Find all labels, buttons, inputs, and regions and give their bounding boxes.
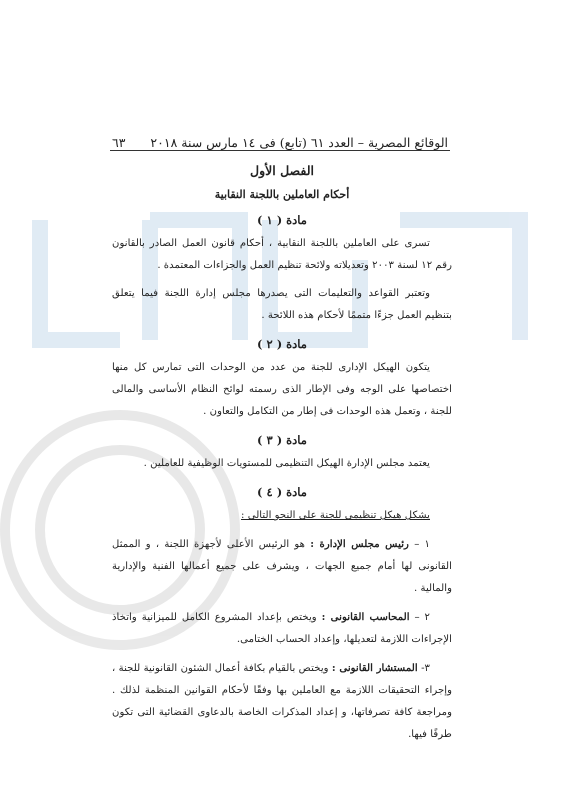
- header-divider: [110, 150, 450, 151]
- item-2-term: المحاسب القانونى :: [321, 611, 410, 623]
- article-4-intro: يشكل هيكل تنظيمى للجنة على النحو التالى :: [241, 510, 430, 521]
- header-title: الوقائع المصرية – العدد ٦١ (تابع) فى ١٤ مارس سنة ٢٠١٨: [150, 135, 448, 150]
- chapter-title: الفصل الأول: [250, 163, 314, 178]
- article-4-item-2: [112, 606, 452, 651]
- item-2-number: ٢ –: [409, 612, 431, 623]
- item-1-text: هو الرئيس الأعلى لأجهزة اللجنة ، و الممثل القانونى لها أمام جميع الجهات ، ويشرف على جميع أعمالها الفنية والإدارية والمالية .: [112, 539, 452, 594]
- item-3-number: ٣-: [417, 663, 430, 674]
- article-3-paragraph-1: يعتمد مجلس الإدارة الهيكل التنظيمى للمستويات الوظيفية للعاملين .: [143, 458, 430, 469]
- item-1-term: رئيس مجلس الإدارة :: [310, 538, 409, 550]
- article-4-heading: مادة ( ٤ ): [257, 485, 307, 499]
- article-4-item-3: [112, 657, 452, 746]
- page-number: ٦٣: [112, 135, 126, 150]
- article-3-heading: مادة ( ٣ ): [257, 433, 307, 447]
- article-2-heading: مادة ( ٢ ): [257, 337, 307, 351]
- article-1-paragraph-1: تسرى على العاملين باللجنة النقابية ، أحكام قانون العمل الصادر بالقانون رقم ١٢ لسنة ٢٠٠٣ وتعديلاته ولائحة تنظيم العمل والجزاءات المعتمدة .: [112, 238, 452, 271]
- article-1-paragraph-2: وتعتبر القواعد والتعليمات التى يصدرها مجلس إدارة اللجنة فيما يتعلق بتنظيم العمل جزءًا متممًا لأحكام هذه اللائحة .: [112, 288, 452, 321]
- article-2-paragraph-1: يتكون الهيكل الإدارى للجنة من عدد من الوحدات التى تمارس كل منها اختصاصها على الوجه وفى الإطار الذى رسمته لوائح النظام الأساسى والمالى للجنة ، وتعمل هذه الوحدات فى إطار من التكامل والتعاون .: [112, 362, 452, 417]
- item-1-number: ١ –: [408, 539, 430, 550]
- article-1-heading: مادة ( ١ ): [257, 213, 307, 227]
- item-3-text: ويختص بالقيام بكافة أعمال الشئون القانونية للجنة ، وإجراء التحقيقات اللازمة مع العاملين بها وفقًا لأحكام القوانين المنظمة لذلك . ومراجعة كافة تصرفاتها، و إعداد المذكرات الخاصة بالدعاوى القضائية التى تكون طرفًا فيها.: [112, 663, 452, 740]
- item-3-term: المستشار القانونى :: [331, 662, 418, 674]
- document-body: [112, 160, 452, 752]
- article-4-item-1: [112, 533, 452, 600]
- page-header: [112, 126, 448, 150]
- item-2-text: ويختص بإعداد المشروع الكامل للميزانية واتخاذ الإجراءات اللازمة لتعديلها، وإعداد الحساب الختامى.: [112, 612, 452, 645]
- section-title: أحكام العاملين باللجنة النقابية: [214, 188, 350, 201]
